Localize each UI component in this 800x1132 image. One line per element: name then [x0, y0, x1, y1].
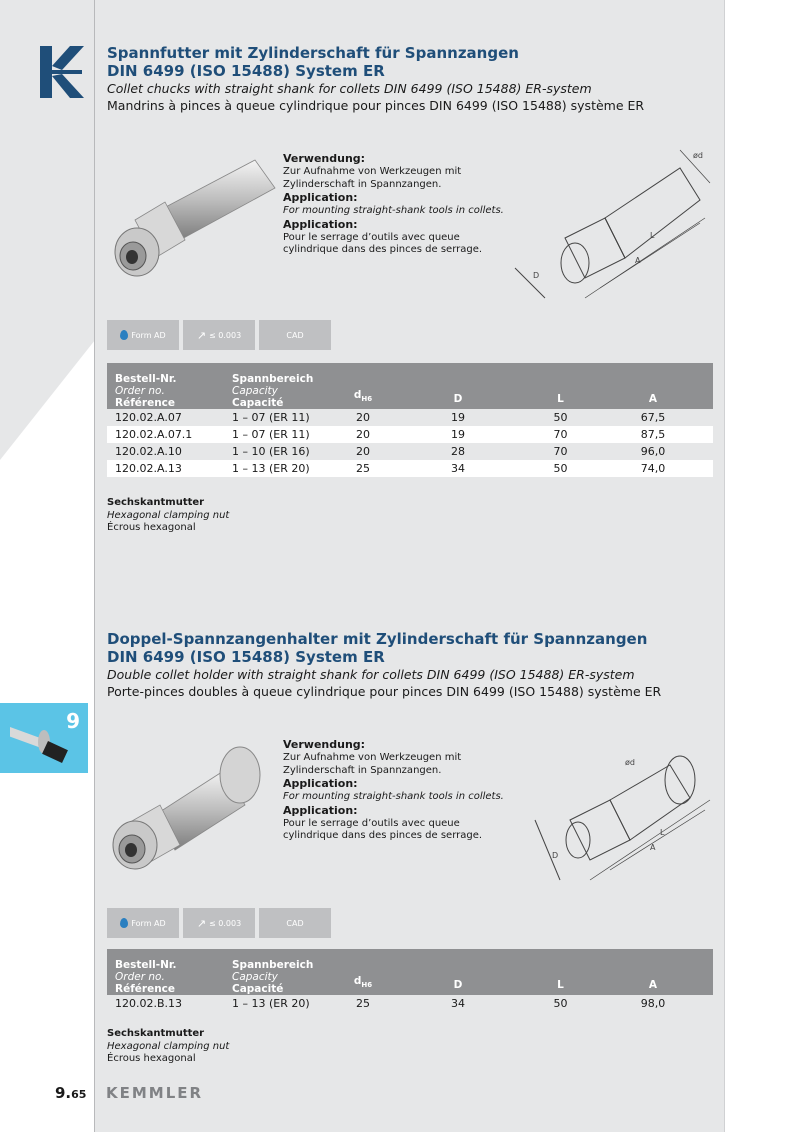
cell-d: 28 — [451, 445, 465, 458]
kemmler-k-logo-icon — [40, 46, 84, 98]
section1-title-de-2: DIN 6499 (ISO 15488) System ER — [107, 62, 385, 80]
cell-l: 50 — [553, 411, 568, 424]
cell-cap: 1 – 07 (ER 11) — [228, 426, 338, 443]
section2-title-de-2: DIN 6499 (ISO 15488) System ER — [107, 648, 385, 666]
runout-arrow-icon: ↗ — [196, 916, 207, 930]
usage-en-line1: For mounting straight-shank tools in collets. — [283, 205, 504, 216]
table-row — [107, 409, 713, 426]
left-divider — [94, 0, 95, 1132]
collet-chuck-photo — [105, 140, 280, 280]
section2-header — [107, 630, 713, 700]
section1-nut-note: Sechskantmutter Hexagonal clamping nut Écrous hexagonal — [107, 497, 230, 533]
svg-text:D: D — [552, 851, 559, 860]
cell-l: 70 — [553, 445, 568, 458]
cell-l: 50 — [528, 460, 593, 477]
coolant-drop-icon — [120, 330, 128, 340]
section1-spec-table — [107, 363, 713, 477]
section1-title-fr: Mandrins à pinces à queue cylindrique pour pinces DIN 6499 (ISO 15488) système ER — [107, 98, 645, 113]
table-row — [107, 426, 713, 443]
section2-title-de-1: Doppel-Spannzangenhalter mit Zylinderschaft für Spannzangen — [107, 630, 648, 648]
svg-text:L: L — [660, 828, 665, 837]
cell-cap: 1 – 07 (ER 11) — [232, 411, 310, 424]
cell-cap: 1 – 13 (ER 20) — [228, 460, 338, 477]
right-divider — [724, 0, 725, 1132]
usage-fr-heading: Application: — [283, 217, 358, 231]
usage-fr-line2: cylindrique dans des pinces de serrage. — [283, 244, 483, 255]
section2-title-fr: Porte-pinces doubles à queue cylindrique pour pinces DIN 6499 (ISO 15488) système ER — [107, 684, 662, 699]
drawing1-label-A: A — [635, 256, 641, 265]
cell-order: 120.02.A.07 — [115, 411, 182, 424]
page-number: 9.65 — [55, 1084, 87, 1102]
cad-badge[interactable]: CAD — [259, 320, 331, 350]
section1-title-en: Collet chucks with straight shank for collets DIN 6499 (ISO 15488) ER-system — [107, 81, 592, 96]
cell-order: 120.02.A.10 — [115, 445, 182, 458]
cell-cap: 1 – 10 (ER 16) — [232, 445, 310, 458]
usage-fr-line1: Pour le serrage d’outils avec queue — [283, 231, 460, 243]
cell-a: 87,5 — [593, 426, 713, 443]
form-ad-badge: Form AD — [107, 908, 179, 938]
cell-l: 50 — [553, 997, 568, 1010]
cell-d: 20 — [356, 411, 370, 424]
section1-badges — [107, 320, 331, 350]
svg-text:ød: ød — [625, 758, 635, 767]
table-row — [107, 443, 713, 460]
cell-order: 120.02.A.13 — [107, 460, 228, 477]
double-collet-technical-drawing — [530, 740, 715, 900]
drawing1-label-d: ød — [693, 151, 703, 160]
usage-en-heading: Application: — [283, 191, 358, 204]
cell-cap: 1 – 13 (ER 20) — [232, 997, 310, 1010]
section2-badges — [107, 908, 331, 938]
cell-order: 120.02.B.13 — [115, 997, 183, 1010]
usage-de-line1: Zur Aufnahme von Werkzeugen mit — [283, 166, 462, 177]
brand-name: KEMMLER — [106, 1084, 204, 1102]
chapter-number: 9 — [66, 709, 80, 733]
table-row — [107, 460, 713, 477]
form-ad-badge: Form AD — [107, 320, 179, 350]
usage-de-heading: Verwendung: — [283, 152, 366, 165]
cell-d: 34 — [388, 460, 528, 477]
section1-title-de-1: Spannfutter mit Zylinderschaft für Spannzangen — [107, 44, 519, 62]
drawing1-label-D: D — [533, 271, 540, 280]
cell-a: 67,5 — [640, 411, 666, 424]
cell-d: 20 — [338, 426, 388, 443]
cell-d: 25 — [356, 997, 370, 1010]
chapter-tab[interactable] — [0, 703, 88, 773]
double-collet-holder-photo — [105, 735, 280, 875]
section1-header — [107, 44, 713, 114]
cell-d: 20 — [356, 445, 370, 458]
cell-d: 19 — [388, 426, 528, 443]
cell-a: 98,0 — [640, 997, 666, 1010]
cell-d: 19 — [451, 411, 465, 424]
drawing1-label-L: L — [650, 231, 655, 240]
cad-badge[interactable]: CAD — [259, 908, 331, 938]
runout-arrow-icon: ↗ — [196, 328, 207, 342]
section1-usage — [283, 152, 504, 257]
coolant-drop-icon — [120, 918, 128, 928]
cell-d: 25 — [338, 460, 388, 477]
cell-a: 74,0 — [593, 460, 713, 477]
cell-order: 120.02.A.07.1 — [107, 426, 228, 443]
svg-text:A: A — [650, 843, 656, 852]
section2-usage: Verwendung: Zur Aufnahme von Werkzeugen mit Zylinderschaft in Spannzangen. Application: For mounting straight-shank tools in collets. Application: Pour le serrage d’outils avec queue cylindrique dans des pinces de serrage. — [283, 738, 504, 841]
cell-l: 70 — [528, 426, 593, 443]
table-header-row: Bestell-Nr. Order no. Référence Spannbereich Capacity Capacité $d_{H6}$ D L A — [107, 363, 713, 409]
cell-a: 96,0 — [640, 445, 666, 458]
usage-de-line2: Zylinderschaft in Spannzangen. — [283, 178, 442, 190]
section2-nut-note: Sechskantmutter Hexagonal clamping nut Écrous hexagonal — [107, 1028, 230, 1064]
section2-spec-table — [107, 949, 713, 1012]
collet-chuck-technical-drawing — [505, 138, 717, 310]
table-header-row: Bestell-Nr. Order no. Référence Spannbereich Capacity Capacité $d_{H6}$ D L A — [107, 949, 713, 995]
cell-d: 34 — [451, 997, 465, 1010]
runout-badge: ↗ ≤ 0.003 — [183, 320, 255, 350]
section2-title-en: Double collet holder with straight shank for collets DIN 6499 (ISO 15488) ER-system — [107, 667, 635, 682]
table-row — [107, 995, 713, 1012]
pull-stud-icon — [10, 717, 72, 767]
runout-badge: ↗ ≤ 0.003 — [183, 908, 255, 938]
